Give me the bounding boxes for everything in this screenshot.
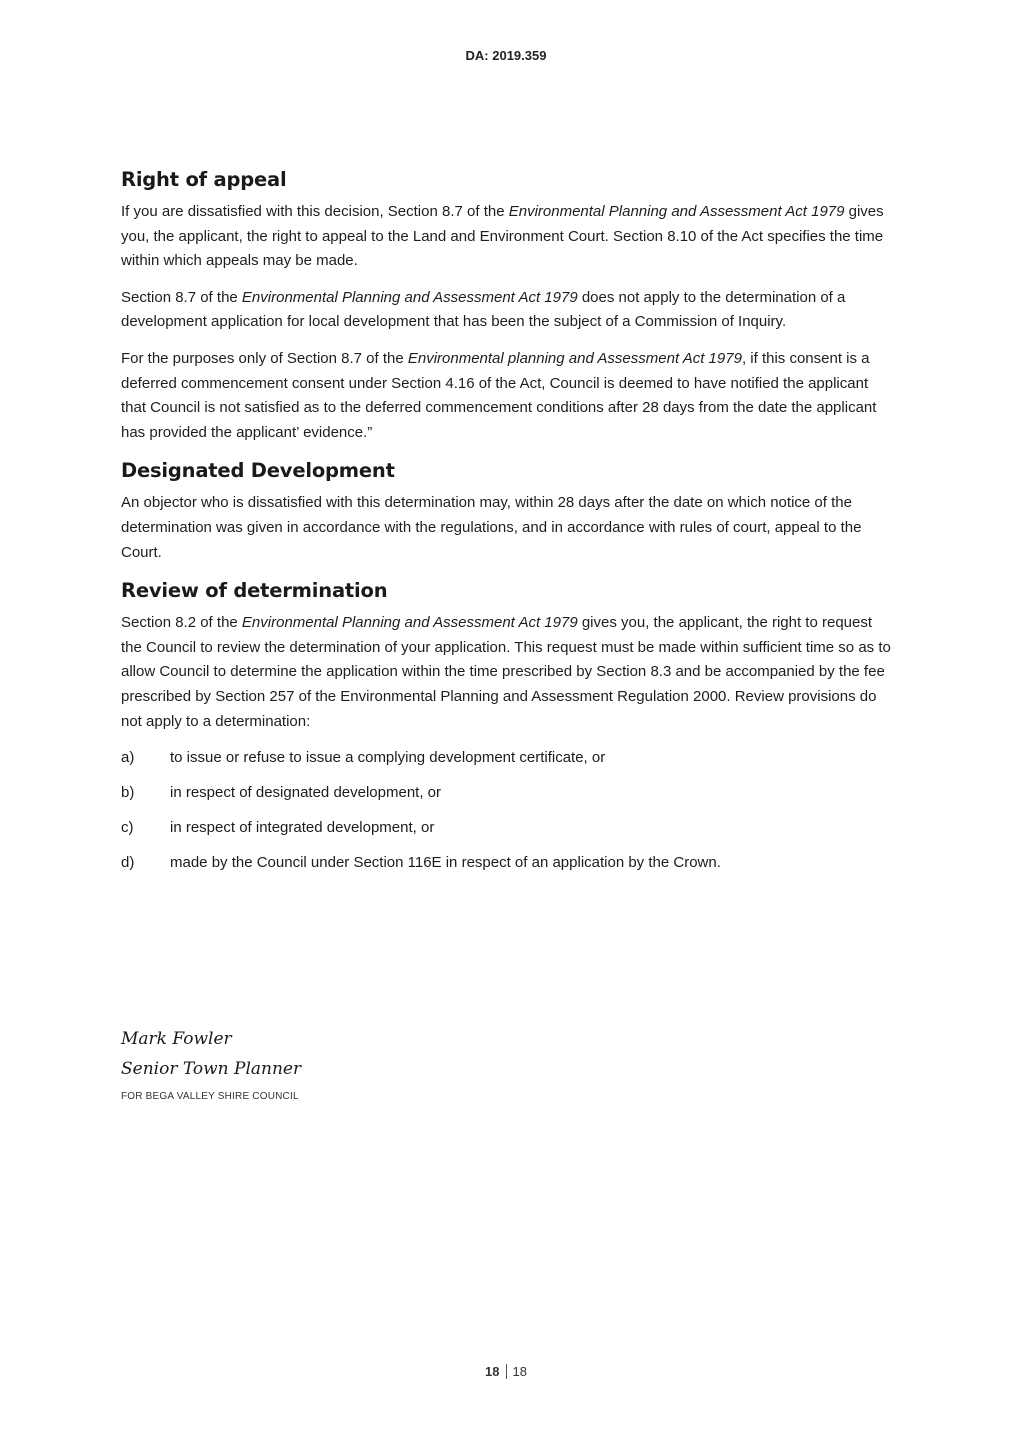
text: gives you, the applicant, the right to appeal to the Land and Environment Court. Section 8.10 of the Act specifies the time within which appeals may be made. (121, 203, 884, 270)
signatory-title: Senior Town Planner (121, 1059, 302, 1079)
list-item (121, 781, 893, 805)
signature-block (121, 1024, 301, 1084)
list-item-text: in respect of integrated development, or (170, 819, 435, 837)
list-marker: b) (121, 784, 135, 802)
heading-right-of-appeal: Right of appeal (121, 168, 287, 191)
document-body (121, 168, 893, 886)
list-item-text: to issue or refuse to issue a complying development certificate, or (170, 749, 606, 767)
appeal-paragraph-3 (121, 347, 893, 445)
designated-paragraph-1: An objector who is dissatisfied with this determination may, within 28 days after the date on which notice of the determination was given in accordance with the regulations, and in accordance with rules of court, appeal to the Court. (121, 494, 862, 561)
review-exceptions-list (121, 746, 893, 875)
list-item (121, 816, 893, 840)
heading-review-of-determination: Review of determination (121, 579, 388, 603)
da-reference: DA: 2019.359 (465, 48, 547, 63)
text: gives you, the applicant, the right to request the Council to review the determination of your application. This request must be made within sufficient time so as to allow Council to determine the application within the time prescribed by Section 8.3 and be accompanied by the fee prescribed by Section 257 of the Environmental Planning and Assessment Regulation 2000. Review provisions do not apply to a determination: (121, 614, 891, 730)
page-separator (506, 1364, 507, 1379)
list-item-text: in respect of designated development, or (170, 784, 442, 802)
list-marker: a) (121, 749, 135, 767)
page-number (0, 1364, 1012, 1379)
act-title: Environmental Planning and Assessment Act 1979 (241, 288, 578, 306)
act-title: Environmental planning and Assessment Act 1979 (407, 349, 742, 367)
list-item (121, 851, 893, 875)
appeal-paragraph-2 (121, 286, 893, 335)
section-review-of-determination (121, 579, 893, 875)
text: does not apply to the determination of a development application for local development that has been the subject of a Commission of Inquiry. (121, 288, 846, 331)
text: , if this consent is a deferred commencement consent under Section 4.16 of the Act, Council is deemed to have notified the applicant that Council is not satisfied as to the deferred commencement conditions after 28 days from the date the applicant has provided the applicant’ evidence.” (121, 349, 877, 441)
act-title: Environmental Planning and Assessment Act 1979 (241, 614, 578, 632)
appeal-paragraph-1 (121, 200, 893, 274)
text: Section 8.2 of the (121, 614, 242, 632)
act-title: Environmental Planning and Assessment Act 1979 (508, 203, 845, 220)
heading-designated-development: Designated Development (121, 459, 395, 483)
list-item-text: made by the Council under Section 116E in respect of an application by the Crown. (170, 854, 721, 872)
text: If you are dissatisfied with this decision, Section 8.7 of the (121, 203, 509, 220)
signatory-name: Mark Fowler (121, 1029, 232, 1049)
text: For the purposes only of Section 8.7 of the (121, 349, 408, 367)
current-page: 18 (485, 1364, 500, 1379)
list-item (121, 746, 893, 770)
total-pages: 18 (512, 1364, 527, 1379)
list-marker: c) (121, 819, 134, 837)
list-marker: d) (121, 854, 135, 872)
council-name: FOR BEGA VALLEY SHIRE COUNCIL (121, 1091, 299, 1102)
review-paragraph-1 (121, 611, 893, 734)
text: Section 8.7 of the (121, 288, 242, 306)
section-designated-development (121, 459, 893, 565)
section-right-of-appeal (121, 168, 893, 445)
